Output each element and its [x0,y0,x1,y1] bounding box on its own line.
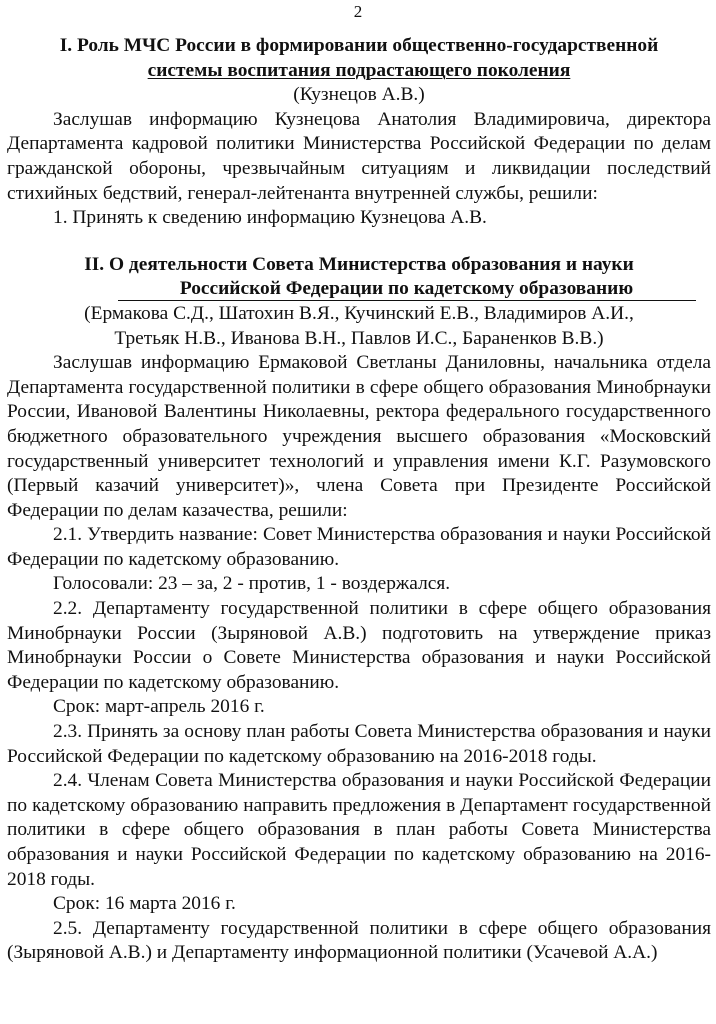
section-2-speakers-line-1: (Ермакова С.Д., Шатохин В.Я., Кучинский Е.В., Владимиров А.И., [84,302,634,324]
item-2-5: 2.5. Департаменту государственной политики в сфере общего образования (Зыряновой А.В.) и Департаменту информационной политики (Усачевой А.А.) [7,917,711,964]
item-2-1: 2.1. Утвердить название: Совет Министерства образования и науки Российской Федерации по кадетскому образованию. [7,524,711,570]
section-2-speakers-line-2: Третьяк Н.В., Иванова В.Н., Павлов И.С., Бараненков В.В.) [114,327,604,349]
vote-2-1: Голосовали: 23 – за, 2 - против, 1 - воздержался. [53,573,451,595]
section-1-decision-1: 1. Принять к сведению информацию Кузнецова А.В. [53,207,487,229]
section-2 [7,253,711,966]
deadline-2-4: Срок: 16 марта 2016 г. [53,893,236,915]
section-2-heading-line-2: Российской Федерации по кадетскому образованию [118,277,696,301]
document-body [7,34,711,966]
section-1-intro: Заслушав информацию Кузнецова Анатолия Владимировича, директора Департамента кадровой политики Министерства Российской Федерации по делам гражданской обороны, чрезвычайным ситуациям и ликвидации последствий стихийных бедствий, генерал-лейтенанта внутренней службы, решили: [7,108,711,204]
page-number: 2 [353,2,363,21]
section-2-intro: Заслушав информацию Ермаковой Светланы Даниловны, начальника отдела Департамента государственной политики в сфере общего образования Минобрнауки России, Ивановой Валентины Николаевны, ректора федерального государственного бюджетного образовательного учреждения высшего образования «Московский государственный университет технологий и управления имени К.Г. Разумовского (Первый казачий университет)», члена Совета при Президенте Российской Федерации по делам казачества, решили: [7,352,711,521]
item-2-4: 2.4. Членам Совета Министерства образования и науки Российской Федерации по кадетскому образованию направить предложения в Департамент государственной политики в сфере общего образования в план работы Совета Министерства образования и науки Российской Федерации по кадетскому образованию на 2016-2018 годы. [7,770,711,890]
section-1-heading-line-1: I. Роль МЧС России в формировании общественно-государственной [59,35,659,56]
section-2-heading-line-1: II. О деятельности Совета Министерства образования и науки [84,253,634,275]
item-2-3: 2.3. Принять за основу план работы Совета Министерства образования и науки Российской Федерации по кадетскому образованию на 2016-2018 годы. [7,721,711,767]
item-2-2: 2.2. Департаменту государственной политики в сфере общего образования Минобрнауки России (Зыряновой А.В.) подготовить на утверждение приказ Минобрнауки России о Совете Министерства образования и науки Российской Федерации по кадетскому образованию. [7,598,711,693]
section-1-heading-line-2: системы воспитания подрастающего поколения [147,59,571,81]
deadline-2-2: Срок: март-апрель 2016 г. [53,696,265,718]
section-1-speaker: (Кузнецов А.В.) [293,84,425,106]
section-1-heading [7,34,711,83]
section-2-heading [7,253,711,302]
section-1 [7,34,711,231]
section-gap [7,231,711,253]
